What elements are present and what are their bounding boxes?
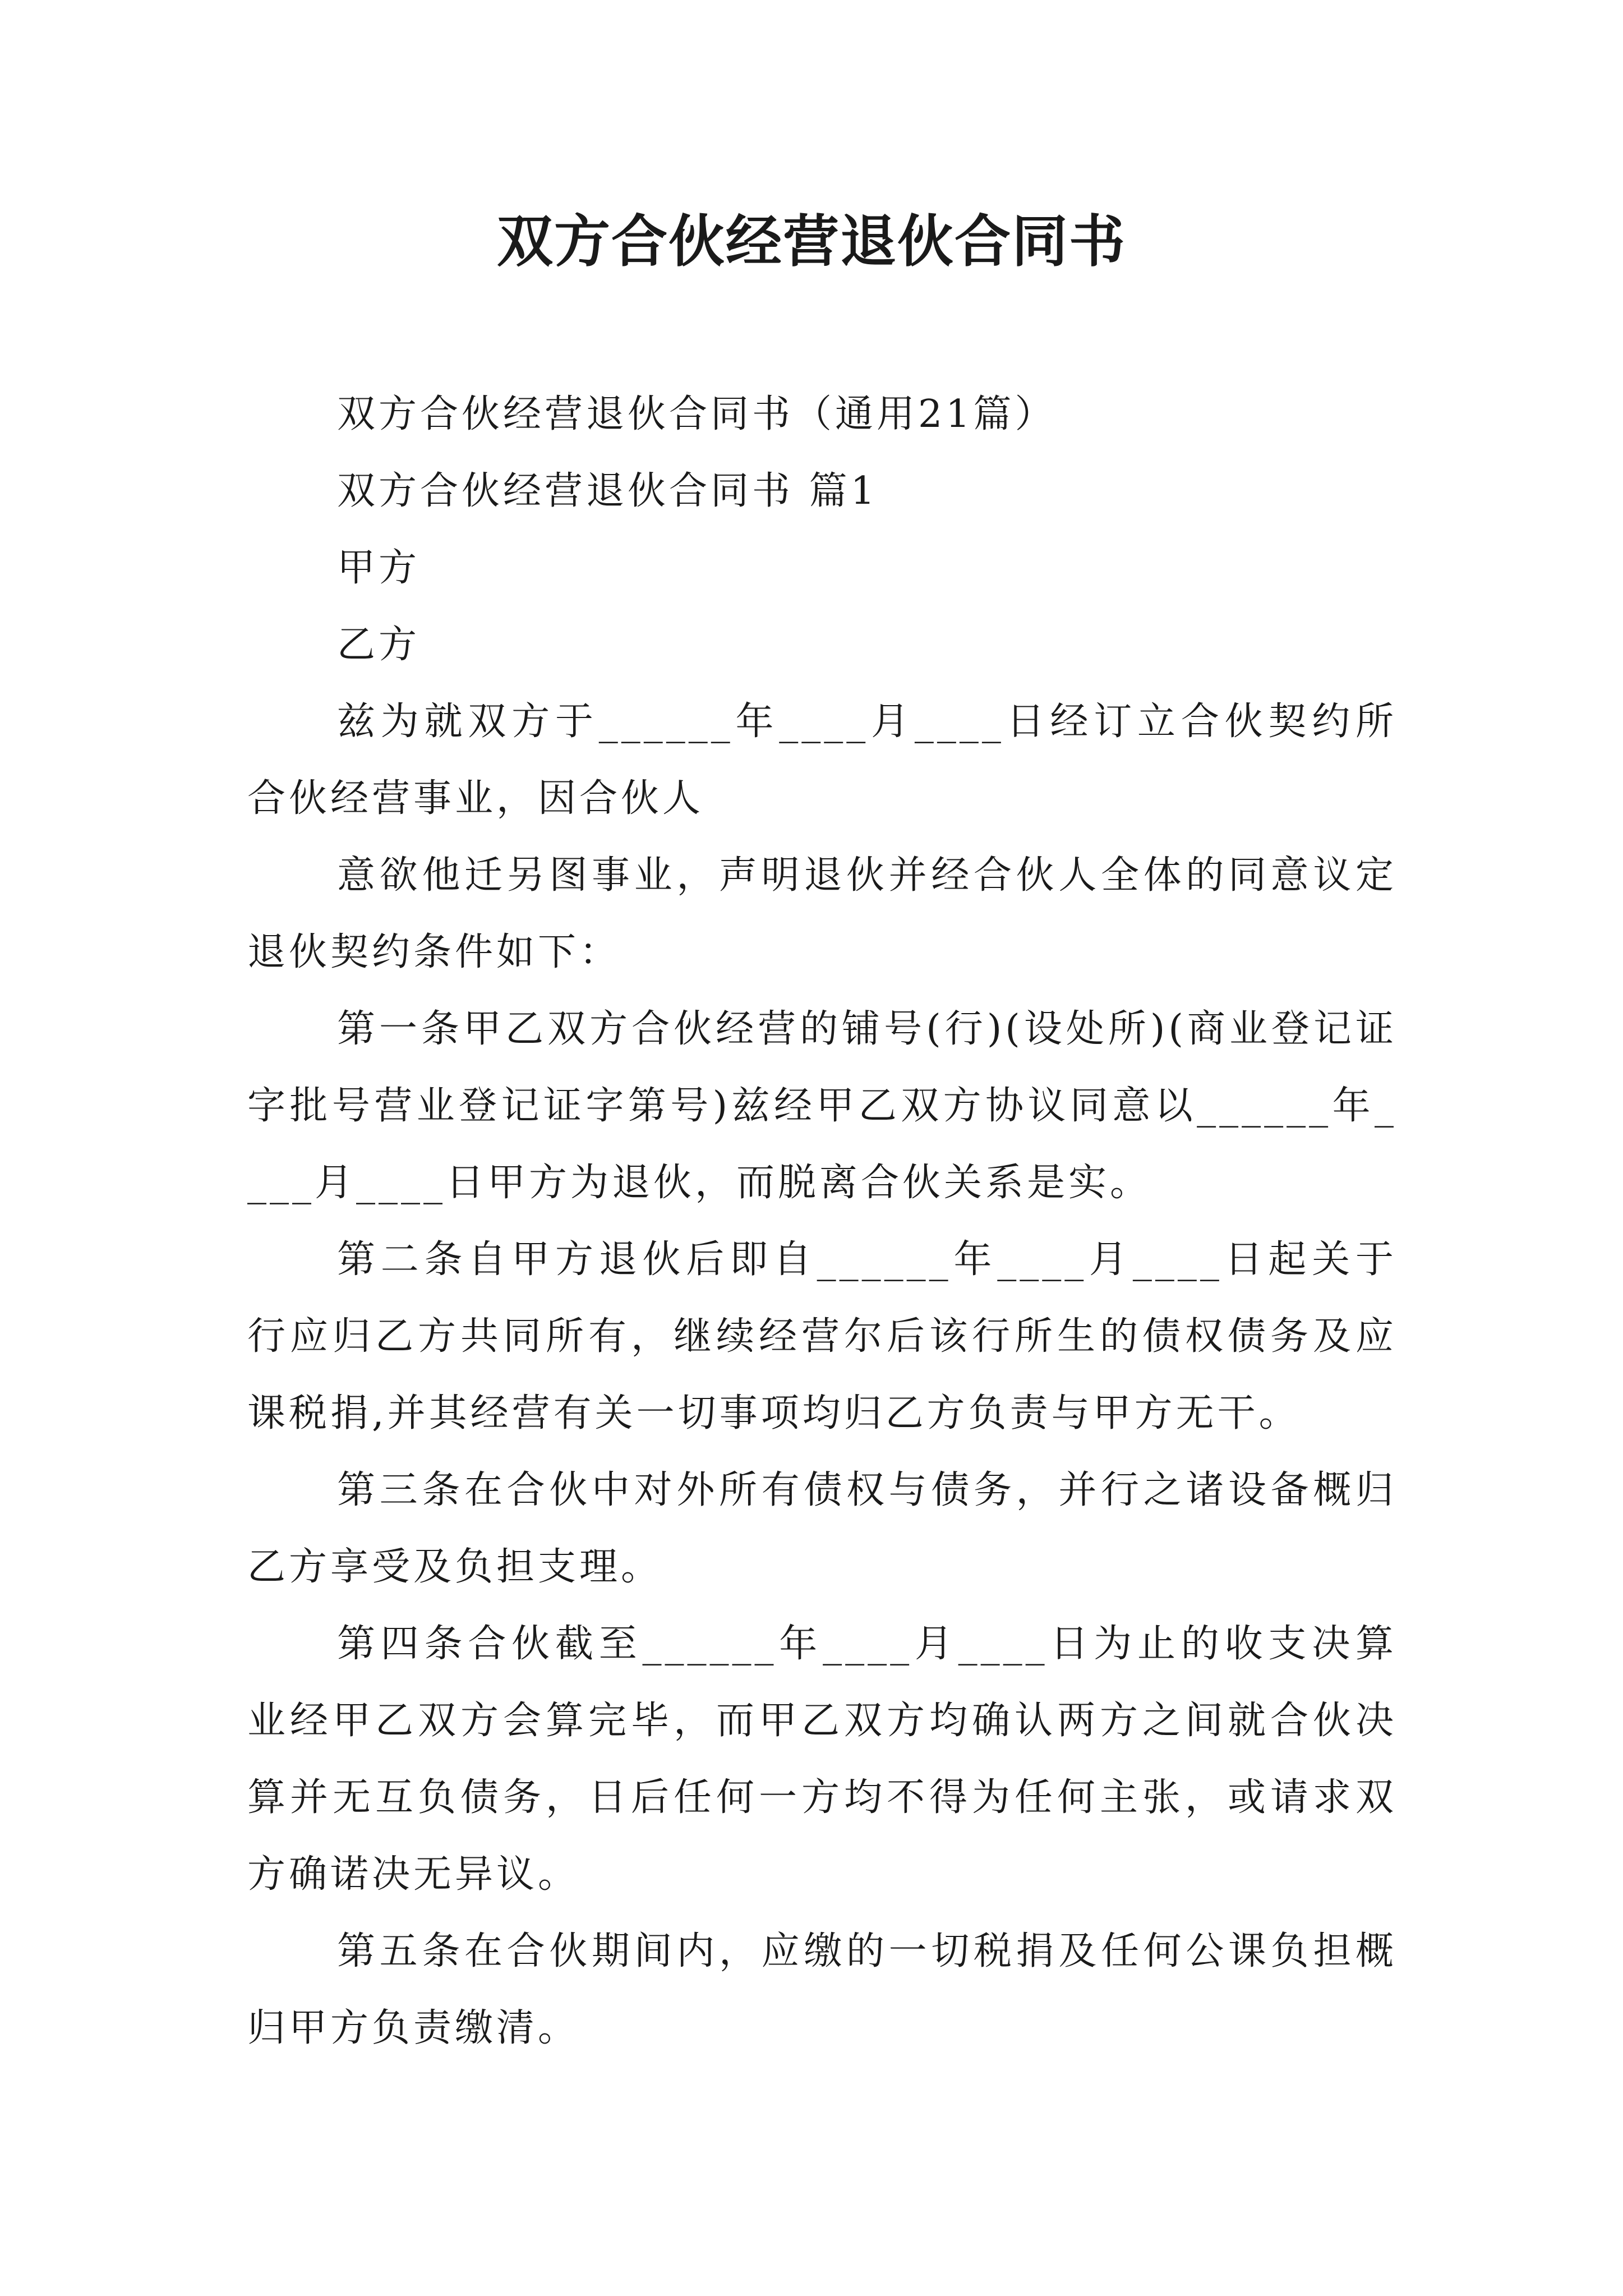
paragraph-intent: 意欲他迁另图事业，声明退伙并经合伙人全体的同意议定退伙契约条件如下： [247,853,1397,974]
paragraph-section-heading: 双方合伙经营退伙合同书 篇1 [337,469,878,513]
paragraph-article-2: 第二条自甲方退伙后即自______年____月____日起关于行应归乙方共同所有，继续经营尔后该行所生的债权债务及应课税捐,并其经营有关一切事项均归乙方负责与甲方无干。 [247,1237,1397,1435]
paragraph-subtitle: 双方合伙经营退伙合同书（通用21篇） [337,392,1057,436]
document-body [247,376,1397,2067]
document-title: 双方合伙经营退伙合同书 [497,208,1126,274]
paragraph-article-4: 第四条合伙截至______年____月____日为止的收支决算业经甲乙双方会算完毕，而甲乙双方均确认两方之间就合伙决算并无互负债务，日后任何一方均不得为任何主张，或请求双方确诺决无异议。 [247,1622,1397,1897]
paragraph-party-b: 乙方 [337,623,421,667]
paragraph-article-3: 第三条在合伙中对外所有债权与债务，并行之诸设备概归乙方享受及负担支理。 [247,1468,1397,1589]
paragraph-article-1: 第一条甲乙双方合伙经营的铺号(行)(设处所)(商业登记证字批号营业登记证字第号)兹经甲乙双方协议同意以______年____月____日甲方为退伙，而脱离合伙关系是实。 [247,1007,1397,1205]
paragraph-preamble: 兹为就双方于______年____月____日经订立合伙契约所合伙经营事业，因合伙人 [247,700,1397,821]
paragraph-article-5: 第五条在合伙期间内，应缴的一切税捐及任何公课负担概归甲方负责缴清。 [247,1929,1397,2050]
paragraph-party-a: 甲方 [337,546,421,590]
